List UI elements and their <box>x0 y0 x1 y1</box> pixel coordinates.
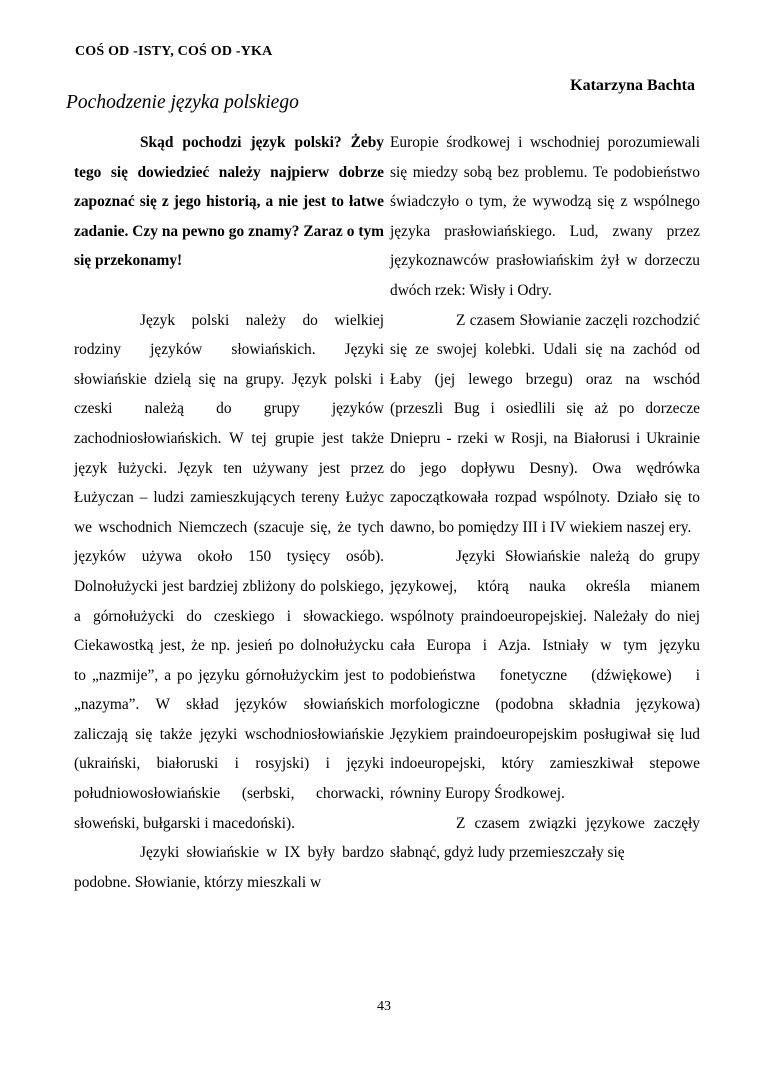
paragraph: Język polski należy do wielkiej rodziny języków słowiańskich. Języki słowiańskie dzielą się na grupy. Język polski i czeski należą do grupy języków zachodniosłowiańskich. W tej grupie jest także język łużycki. Język ten używany jest przez Łużyczan – ludzi zamieszkujących tereny Łużyc we wschodnich Niemczech (szacuje się, że tych języków używa około 150 tysięcy osób). Dolnołużycki jest bardziej zbliżony do polskiego, a górnołużycki do czeskiego i słowackiego. Ciekawostką jest, że np. jesień po dolnołużycku to „nazmije”, a po języku górnołużyckim jest to „nazyma”. W skład języków słowiańskich zaliczają się także języki wschodniosłowiańskie (ukraiński, białoruski i rosyjski) i języki południowosłowiańskie (serbski, chorwacki, słoweński, bułgarski i macedoński). <box>74 311 384 832</box>
paragraph: Z czasem związki językowe zaczęły słabnąć, gdyż ludy przemieszczały się <box>390 814 700 862</box>
paragraph: Z czasem Słowianie zaczęli rozchodzić się ze swojej kolebki. Udali się na zachód od Łaby (jej lewego brzegu) oraz na wschód (przeszli Bug i osiedlili się aż po dorzecze Dniepru - rzeki w Rosji, na Białorusi i Ukrainie do jego dopływu Desny). Owa wędrówka zapoczątkowała rozpad wspólnoty. Działo się to dawno, bo pomiędzy III i IV wiekiem naszej ery. <box>390 311 700 536</box>
page-number: 43 <box>377 999 391 1014</box>
article-title: Pochodzenie języka polskiego <box>66 92 299 113</box>
author-name: Katarzyna Bachta <box>570 77 695 94</box>
left-column <box>74 128 384 897</box>
paragraph: Europie środkowej i wschodniej porozumiewali się miedzy sobą bez problemu. Te podobieństwo świadczyło o tym, że wywodzą się z wspólnego języka prasłowiańskiego. Lud, zwany przez językoznawców prasłowiańskim żył w dorzeczu dwóch rzek: Wisły i Odry. <box>390 134 700 299</box>
lead-paragraph: Skąd pochodzi język polski? Żeby tego się dowiedzieć należy najpierw dobrze zapoznać się z jego historią, a nie jest to łatwe zadanie. Czy na pewno go znamy? Zaraz o tym się przekonamy! <box>74 134 384 270</box>
right-column <box>390 128 700 868</box>
paragraph: Języki słowiańskie w IX były bardzo podobne. Słowianie, którzy mieszkali w <box>74 844 384 891</box>
section-header: COŚ OD -ISTY, COŚ OD -YKA <box>75 44 273 59</box>
paragraph: Języki Słowiańskie należą do grupy językowej, którą nauka określa mianem wspólnoty praindoeuropejskiej. Należały do niej cała Europa i Azja. Istniały w tym języku podobieństwa fonetyczne (dźwiękowe) i morfologiczne (podobna składnia językowa) Językiem praindoeuropejskim posługiwał się lud indoeuropejski, który zamieszkiwał stepowe równiny Europy Środkowej. <box>390 548 700 803</box>
paragraph-gap <box>74 276 384 306</box>
